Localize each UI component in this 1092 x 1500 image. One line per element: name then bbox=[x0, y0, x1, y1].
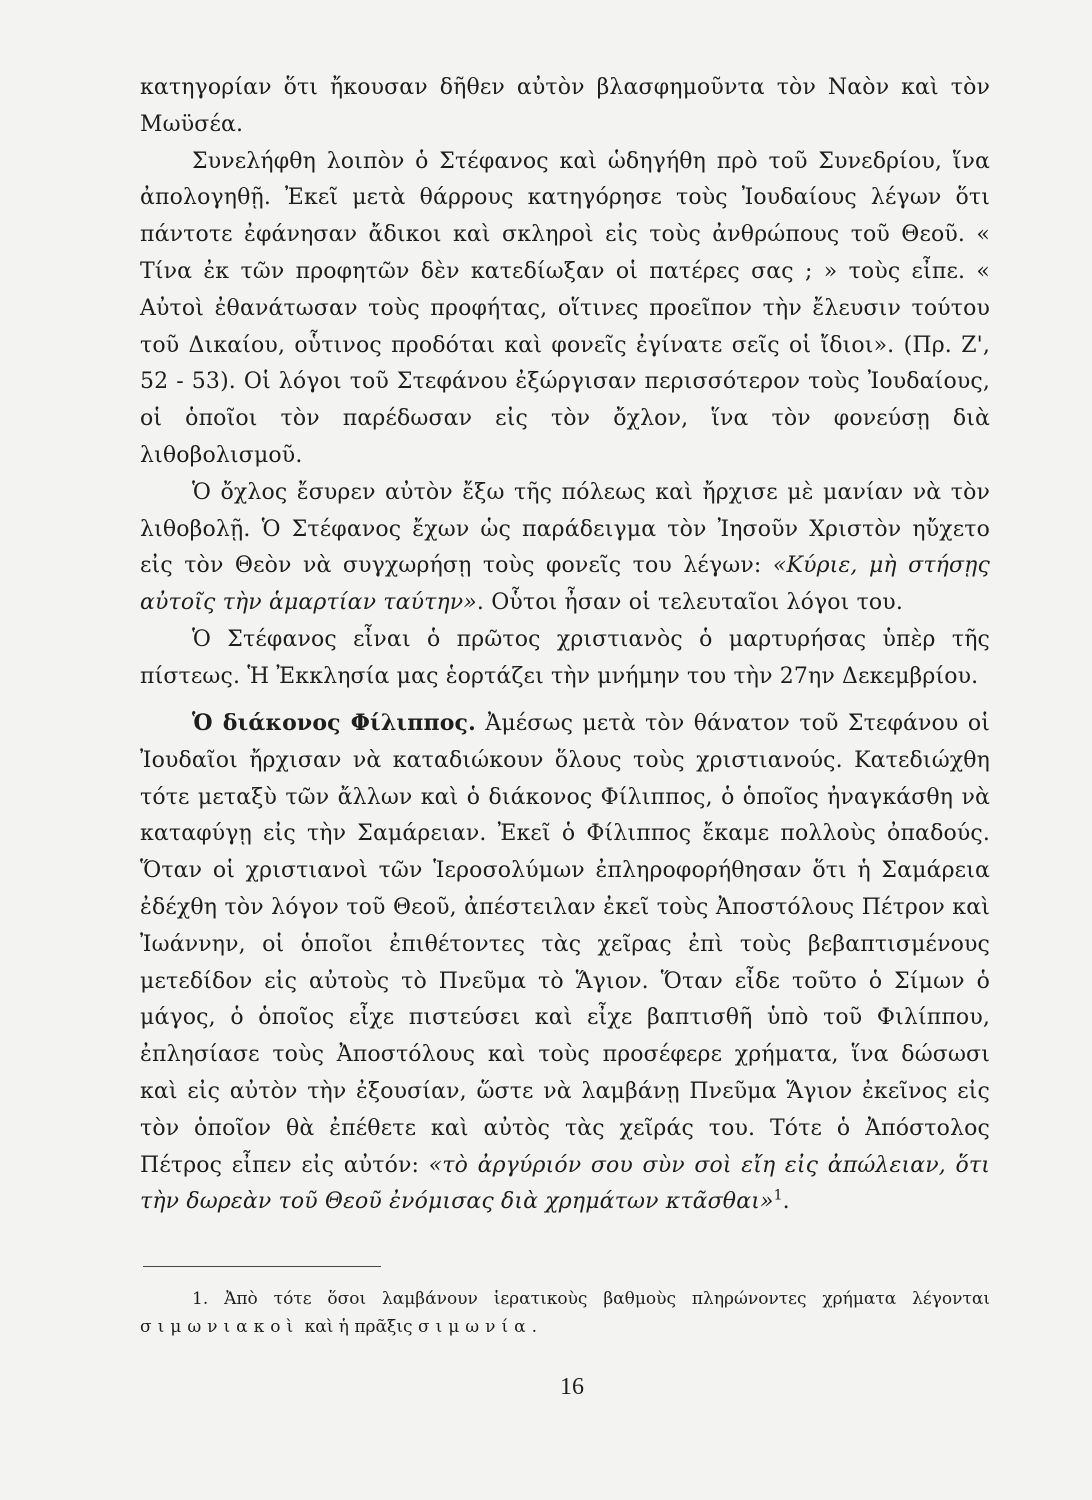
paragraph-3-quote: «Κύριε, μὴ στήσῃς αὐτοῖς τὴν ἁμαρτίαν ταύτην» bbox=[140, 553, 990, 616]
footnote-divider bbox=[143, 1266, 381, 1267]
footnote-text-start: Ἀπὸ τότε ὅσοι λαμβάνουν ἱερατικοὺς βαθμοὺς πληρώνοντες χρήματα λέγονται bbox=[208, 1289, 990, 1309]
paragraph-3-text-start: Ὁ ὄχλος ἔσυρεν αὐτὸν ἔξω τῆς πόλεως καὶ ἤρχισε μὲ μανίαν νὰ τὸν λιθοβολῇ. Ὁ Στέφανος ἔχων ὡς παράδειγμα τὸν Ἰησοῦν Χριστὸν ηὔχετο εἰς τὸν Θεὸν νὰ συγχωρήσῃ τοὺς φονεῖς του λέγων: bbox=[140, 479, 990, 579]
footnote-text-end: . bbox=[531, 1317, 538, 1337]
footnote-term-simoniakoi: σιμωνιακοὶ bbox=[140, 1317, 300, 1337]
footnote-marker: 1. bbox=[192, 1289, 209, 1309]
footnote-reference: 1 bbox=[773, 1188, 783, 1205]
paragraph-3-text-end: . Οὗτοι ἦσαν οἱ τελευταῖοι λόγοι του. bbox=[476, 590, 903, 616]
footnote-text-mid: καὶ ἡ πρᾶξις bbox=[299, 1317, 418, 1337]
footnote-term-simonia: σιμωνία bbox=[417, 1317, 532, 1337]
paragraph-4: Ὁ Στέφανος εἶναι ὁ πρῶτος χριστιανὸς ὁ μαρτυρήσας ὑπὲρ τῆς πίστεως. Ἡ Ἐκκλησία μας ἑορτάζει τὴν μνήμην του τὴν 27ην Δεκεμβρίου. bbox=[140, 626, 990, 689]
paragraph-3 bbox=[140, 475, 990, 622]
section-quote: «τὸ ἀργύριόν σου σὺν σοὶ εἴη εἰς ἀπώλειαν, ὅτι τὴν δωρεὰν τοῦ Θεοῦ ἐνόμισας διὰ χρημάτων κτᾶσθαι» bbox=[140, 1152, 991, 1215]
section-heading: Ὁ διάκονος Φίλιππος. bbox=[192, 710, 476, 736]
section-text-start: Ἀμέσως μετὰ τὸν θάνατον τοῦ Στεφάνου οἱ Ἰουδαῖοι ἤρχισαν νὰ καταδιώκουν ὅλους τοὺς χριστιανούς. Κατεδιώχθη τότε μεταξὺ τῶν ἄλλων καὶ ὁ διάκονος Φίλιππος, ὁ ὁποῖος ἠναγκάσθη νὰ καταφύγῃ εἰς τὴν Σαμάρειαν. Ἐκεῖ ὁ Φίλιππος ἔκαμε πολλοὺς ὀπαδούς. Ὅταν οἱ χριστιανοὶ τῶν Ἱεροσολύμων ἐπληροφορήθησαν ὅτι ἡ Σαμάρεια ἐδέχθη τὸν λόγον τοῦ Θεοῦ, ἀπέστειλαν ἐκεῖ τοὺς Ἀποστόλους Πέτρον καὶ Ἰωάννην, οἱ ὁποῖοι ἐπιθέτοντες τὰς χεῖρας ἐπὶ τοὺς βεβαπτισμένους μετεδίδον εἰς αὐτοὺς τὸ Πνεῦμα τὸ Ἅγιον. Ὅταν εἶδε τοῦτο ὁ Σίμων ὁ μάγος, ὁ ὁποῖος εἶχε πιστεύσει καὶ εἶχε βαπτισθῆ ὑπὸ τοῦ Φιλίππου, ἐπλησίασε τοὺς Ἀποστόλους καὶ τοὺς προσέφερε χρήματα, ἵνα δώσωσι καὶ εἰς αὐτὸν τὴν ἐξουσίαν, ὥστε νὰ λαμβάνῃ Πνεῦμα Ἅγιον ἐκεῖνος εἰς τὸν ὁποῖον θὰ ἐπέθετε καὶ αὐτὸς τὰς χεῖράς του. Τότε ὁ Ἀπόστολος Πέτρος εἶπεν εἰς αὐτόν: bbox=[140, 711, 990, 1178]
paragraph-1: κατηγορίαν ὅτι ἤκουσαν δῆθεν αὐτὸν βλασφημοῦντα τὸν Ναὸν καὶ τὸν Μωϋσέα. bbox=[140, 75, 990, 137]
section-philip bbox=[140, 705, 990, 1221]
section-text-end: . bbox=[782, 1189, 790, 1215]
footnote bbox=[140, 1285, 990, 1341]
body-text bbox=[140, 70, 990, 696]
paragraph-2: Συνελήφθη λοιπὸν ὁ Στέφανος καὶ ὡδηγήθη πρὸ τοῦ Συνεδρίου, ἵνα ἀπολογηθῇ. Ἐκεῖ μετὰ θάρρους κατηγόρησε τοὺς Ἰουδαίους λέγων ὅτι πάντοτε ἐφάνησαν ἄδικοι καὶ σκληροὶ εἰς τοὺς ἀνθρώπους τοῦ Θεοῦ. « Τίνα ἐκ τῶν προφητῶν δὲν κατεδίωξαν οἱ πατέρες σας ; » τοὺς εἶπε. « Αὐτοὶ ἐθανάτωσαν τοὺς προφήτας, οἵτινες προεῖπον τὴν ἔλευσιν τούτου τοῦ Δικαίου, οὗτινος προδόται καὶ φονεῖς ἐγίνατε σεῖς οἱ ἴδιοι». (Πρ. Ζ', 52 - 53). Οἱ λόγοι τοῦ Στεφάνου ἐξώργισαν περισσότερον τοὺς Ἰουδαίους, οἱ ὁποῖοι τὸν παρέδωσαν εἰς τὸν ὄχλον, ἵνα τὸν φονεύσῃ διὰ λιθοβολισμοῦ. bbox=[140, 148, 990, 468]
footnote-paragraph bbox=[140, 1285, 990, 1341]
section-paragraph bbox=[140, 705, 990, 1221]
page-number: 16 bbox=[560, 1374, 584, 1400]
